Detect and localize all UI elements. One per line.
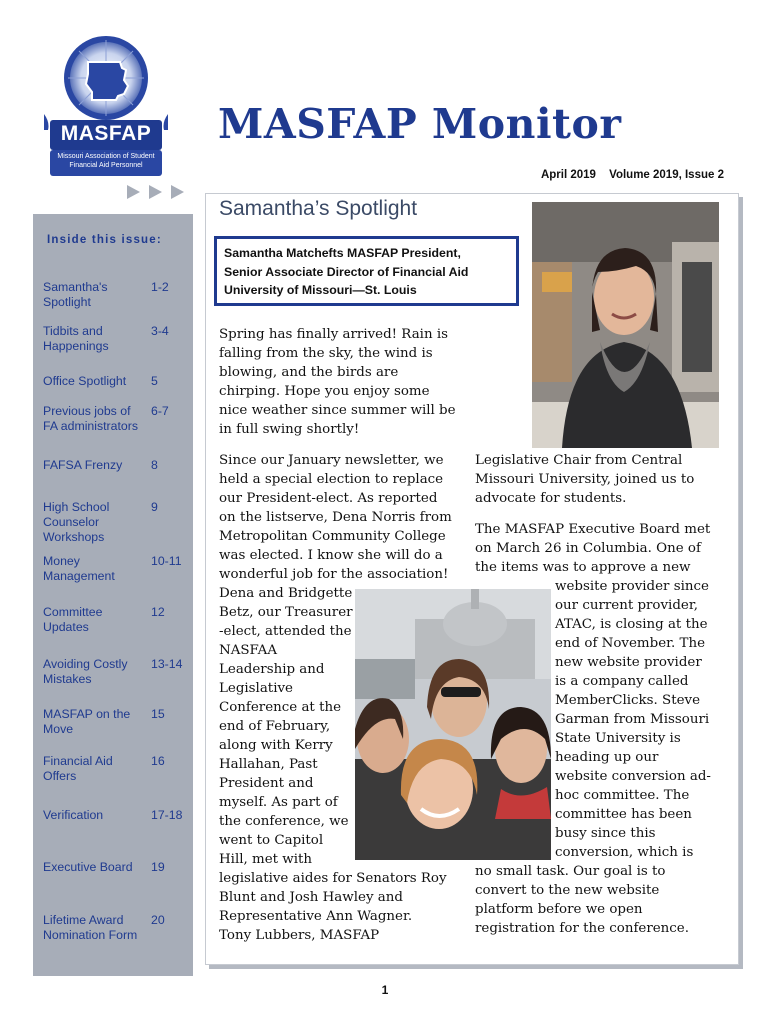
toc-heading: Inside this issue: bbox=[47, 234, 162, 246]
toc-item-title: Lifetime Award Nomination Form bbox=[43, 913, 138, 942]
text-line: hoc committee. The bbox=[555, 788, 690, 803]
text-line: our current provider, bbox=[555, 598, 699, 613]
toc-item-title: FAFSA Frenzy bbox=[43, 458, 123, 472]
text-line: blowing, and the birds are bbox=[219, 365, 399, 380]
toc-item-page: 9 bbox=[151, 500, 158, 514]
toc-item-page: 1-2 bbox=[151, 280, 169, 294]
text-line: Blunt and Josh Hawley and bbox=[219, 890, 403, 905]
toc-item-title: Tidbits and Happenings bbox=[43, 324, 109, 353]
newsletter-title: MASFAP Monitor bbox=[218, 100, 622, 148]
text-line: Dena and Bridgette bbox=[219, 586, 353, 601]
text-line: website provider since bbox=[555, 579, 709, 594]
text-line: Representative Ann Wagner. bbox=[219, 909, 413, 924]
text-line: ATAC, is closing at the bbox=[555, 617, 708, 632]
paragraph-election bbox=[219, 451, 469, 945]
text-line: wonderful job for the association! bbox=[219, 567, 449, 582]
issue-volume: Volume 2019, Issue 2 bbox=[609, 169, 724, 181]
text-line: chirping. Hope you enjoy some bbox=[219, 384, 430, 399]
toc-item-page: 10-11 bbox=[151, 554, 182, 568]
toc-item-page: 16 bbox=[151, 754, 165, 768]
samantha-portrait-photo bbox=[532, 202, 719, 448]
toc-item-title: Avoiding Costly Mistakes bbox=[43, 657, 128, 686]
text-line: is a company called bbox=[555, 674, 689, 689]
logo-subtitle-line2: Financial Aid Personnel bbox=[69, 162, 143, 169]
paragraph-board-end bbox=[475, 862, 725, 938]
page-number: 1 bbox=[381, 983, 389, 997]
article-title: Samantha’s Spotlight bbox=[219, 197, 418, 220]
text-line: State University is bbox=[555, 731, 681, 746]
toc-item-page: 5 bbox=[151, 374, 158, 388]
text-line: The MASFAP Executive Board met bbox=[475, 522, 711, 537]
text-line: Tony Lubbers, MASFAP bbox=[219, 928, 380, 943]
text-line: legislative aides for Senators Roy bbox=[219, 871, 447, 886]
text-line: nice weather since summer will be bbox=[219, 403, 456, 418]
text-line: Garman from Missouri bbox=[555, 712, 710, 727]
text-line: went to Capitol bbox=[219, 833, 324, 848]
text-line: MemberClicks. Steve bbox=[555, 693, 701, 708]
text-line: committee has been bbox=[555, 807, 692, 822]
text-line: Legislative Chair from Central bbox=[475, 453, 683, 468]
text-line: myself. As part of bbox=[219, 795, 338, 810]
logo-wordmark: MASFAP bbox=[60, 122, 152, 145]
toc-item-page: 20 bbox=[151, 913, 165, 927]
paragraph-spring bbox=[219, 325, 469, 439]
toc-item-title: Samantha's Spotlight bbox=[43, 280, 108, 309]
toc-item-page: 17-18 bbox=[151, 808, 183, 822]
text-line: President and bbox=[219, 776, 314, 791]
text-line: Betz, our Treasurer bbox=[219, 605, 353, 620]
text-line: advocate for students. bbox=[475, 491, 627, 506]
toc-item-page: 6-7 bbox=[151, 404, 169, 418]
toc-item-title: High School Counselor Workshops bbox=[43, 500, 110, 544]
text-line: registration for the conference. bbox=[475, 921, 689, 936]
text-line: convert to the new website bbox=[475, 883, 660, 898]
text-line: Metropolitan Community College bbox=[219, 529, 446, 544]
president-callout bbox=[214, 236, 519, 306]
text-line: Leadership and bbox=[219, 662, 325, 677]
text-line: heading up our bbox=[555, 750, 659, 765]
paragraph-board bbox=[475, 520, 725, 577]
table-of-contents bbox=[33, 214, 193, 976]
toc-item-page: 13-14 bbox=[151, 657, 183, 671]
toc-item-title: Money Management bbox=[43, 554, 115, 583]
toc-item-title: Financial Aid Offers bbox=[43, 754, 113, 783]
toc-item-page: 8 bbox=[151, 458, 158, 472]
text-line: the conference, we bbox=[219, 814, 349, 829]
toc-item-page: 19 bbox=[151, 860, 165, 874]
text-line: new website provider bbox=[555, 655, 702, 670]
callout-line: Samantha Matchefts MASFAP President, bbox=[224, 246, 461, 260]
issue-date: April 2019 bbox=[540, 169, 596, 181]
toc-item-title: Previous jobs of FA administrators bbox=[43, 404, 138, 433]
text-line: held a special election to replace bbox=[219, 472, 444, 487]
text-line: end of February, bbox=[219, 719, 331, 734]
triple-arrow-icon bbox=[127, 184, 189, 200]
text-line: Hill, met with bbox=[219, 852, 313, 867]
text-line: on March 26 in Columbia. One of bbox=[475, 541, 701, 556]
text-line: Since our January newsletter, we bbox=[219, 453, 444, 468]
text-line: Missouri University, joined us to bbox=[475, 472, 695, 487]
text-line: in full swing shortly! bbox=[219, 422, 360, 437]
text-line: Legislative bbox=[219, 681, 293, 696]
toc-item-title: Executive Board bbox=[43, 860, 133, 874]
text-line: no small task. Our goal is to bbox=[475, 864, 666, 879]
text-line: Spring has finally arrived! Rain is bbox=[219, 327, 449, 342]
callout-line: University of Missouri—St. Louis bbox=[224, 283, 417, 297]
text-line: website conversion ad- bbox=[555, 769, 711, 784]
toc-item-title: Committee Updates bbox=[43, 605, 103, 634]
text-line: busy since this bbox=[555, 826, 656, 841]
paragraph-board-narrow bbox=[555, 577, 725, 862]
logo-subtitle-line1: Missouri Association of Student bbox=[57, 153, 155, 160]
callout-line: Senior Associate Director of Financial Aid bbox=[224, 264, 469, 279]
issue-info bbox=[541, 169, 724, 181]
text-line: was elected. I know she will do a bbox=[219, 548, 443, 563]
text-line: along with Kerry bbox=[219, 738, 333, 753]
text-line: the items was to approve a new bbox=[475, 560, 691, 575]
toc-item-page: 12 bbox=[151, 605, 165, 619]
toc-item-title: Verification bbox=[43, 808, 104, 822]
text-line: platform before we open bbox=[475, 902, 643, 917]
paragraph-legislative bbox=[475, 451, 725, 508]
toc-item-title: Office Spotlight bbox=[43, 374, 127, 388]
text-line: on the listserve, Dena Norris from bbox=[219, 510, 452, 525]
toc-item-page: 3-4 bbox=[151, 324, 169, 338]
text-line: end of November. The bbox=[555, 636, 706, 651]
text-line: conversion, which is bbox=[555, 845, 694, 860]
text-line: -elect, attended the bbox=[219, 624, 352, 639]
toc-item-title: MASFAP on the Move bbox=[43, 707, 131, 736]
text-line: Conference at the bbox=[219, 700, 341, 715]
text-line: our President-elect. As reported bbox=[219, 491, 438, 506]
text-line: falling from the sky, the wind is bbox=[219, 346, 433, 361]
text-line: Hallahan, Past bbox=[219, 757, 318, 772]
text-line: NASFAA bbox=[219, 643, 278, 658]
toc-item-page: 15 bbox=[151, 707, 165, 721]
